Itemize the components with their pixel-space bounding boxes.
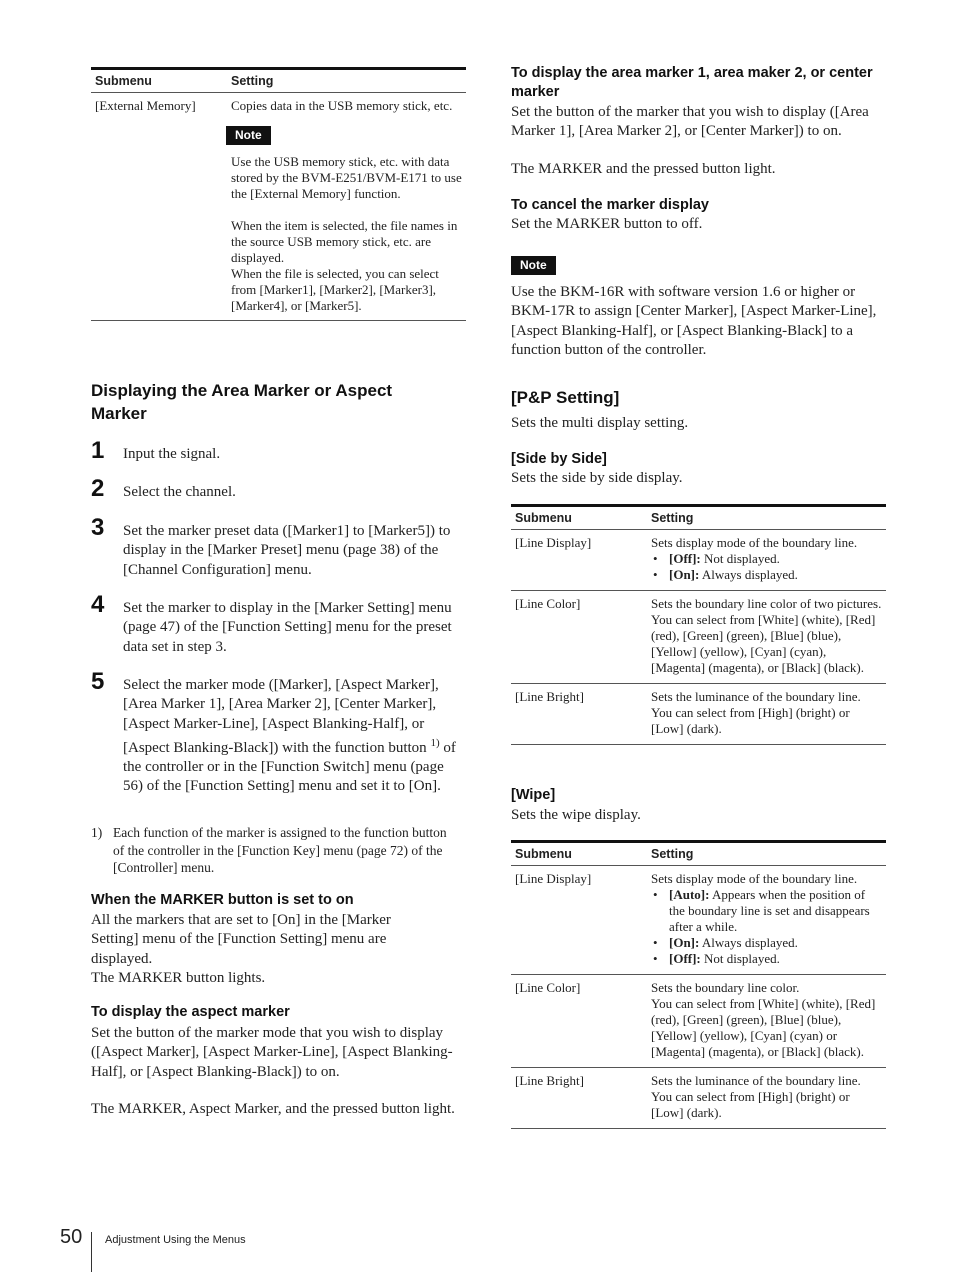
footer-divider bbox=[91, 1232, 92, 1272]
pp-setting-desc: Sets the multi display setting. bbox=[511, 415, 689, 431]
setting-extra: You can select from [White] (white), [Red] (red), [Green] (green), [Blue] (blue), [Yellow] (yellow), [Cyan] (cyan) or [Magenta] (magenta), or [Black] (black). bbox=[651, 996, 876, 1059]
area-marker-heading: To display the area marker 1, area maker 2, or center marker bbox=[511, 65, 873, 100]
table-row bbox=[511, 866, 886, 975]
setting-extra: You can select from [High] (bright) or [Low] (dark). bbox=[651, 705, 850, 736]
step-4 bbox=[91, 591, 466, 657]
when-marker-heading: When the MARKER button is set to on bbox=[91, 892, 354, 908]
side-by-side-desc: Sets the side by side display. bbox=[511, 470, 683, 486]
footnote bbox=[91, 824, 451, 877]
cancel-marker-heading: To cancel the marker display bbox=[511, 197, 709, 213]
note-label: Note bbox=[226, 126, 271, 145]
step-number: 5 bbox=[91, 668, 105, 695]
option-key: [On]: bbox=[669, 935, 700, 950]
submenu-cell: [Line Color] bbox=[511, 975, 647, 1068]
option-desc: Always displayed. bbox=[699, 567, 798, 582]
note-label: Note bbox=[511, 256, 556, 275]
step-text: Set the marker preset data ([Marker1] to [Marker5]) to display in the [Marker Preset] menu (page 38) of the [Channel Configuration] menu. bbox=[123, 523, 451, 578]
option-desc: Always displayed. bbox=[699, 935, 798, 950]
list-item bbox=[651, 951, 882, 967]
submenu-cell: [Line Bright] bbox=[511, 684, 647, 745]
setting-extra: You can select from [High] (bright) or [Low] (dark). bbox=[651, 1089, 850, 1120]
submenu-cell: [External Memory] bbox=[91, 93, 227, 321]
note-text-2b: When the file is selected, you can select from [Marker1], [Marker2], [Marker3], [Marker4], or [Marker5]. bbox=[231, 266, 439, 313]
setting-extra: You can select from [White] (white), [Red] (red), [Green] (green), [Blue] (blue), [Yellow] (yellow), [Cyan] (cyan), [Magenta] (magenta), or [Black] (black). bbox=[651, 612, 876, 675]
option-list bbox=[651, 551, 882, 583]
setting-cell bbox=[647, 1068, 886, 1129]
note-text-2a: When the item is selected, the file names in the source USB memory stick, etc. are displayed. bbox=[231, 218, 458, 265]
option-list bbox=[651, 887, 882, 967]
footnote-number: 1) bbox=[91, 825, 103, 840]
step-number: 4 bbox=[91, 591, 105, 618]
setting-cell bbox=[647, 975, 886, 1068]
setting-cell bbox=[647, 866, 886, 975]
aspect-marker-text-2: The MARKER, Aspect Marker, and the pressed button light. bbox=[91, 1101, 455, 1117]
wipe-heading: [Wipe] bbox=[511, 787, 556, 803]
wipe-table bbox=[511, 840, 886, 1129]
submenu-cell: [Line Bright] bbox=[511, 1068, 647, 1129]
step-text: Select the channel. bbox=[123, 484, 236, 500]
setting-cell bbox=[227, 93, 466, 321]
table-header-submenu: Submenu bbox=[511, 506, 647, 530]
note-block bbox=[231, 126, 462, 314]
aspect-marker-heading: To display the aspect marker bbox=[91, 1004, 290, 1020]
list-item bbox=[651, 935, 882, 951]
setting-intro: Sets display mode of the boundary line. bbox=[651, 871, 858, 886]
setting-text: Copies data in the USB memory stick, etc. bbox=[231, 98, 453, 113]
setting-intro: Sets the boundary line color of two pictures. bbox=[651, 596, 882, 611]
table-row bbox=[511, 1068, 886, 1129]
list-item bbox=[651, 567, 882, 583]
area-marker-text: Set the button of the marker that you wish to display ([Area Marker 1], [Area Marker 2], or [Center Marker]) to on. bbox=[511, 104, 869, 140]
page-footer bbox=[58, 1226, 358, 1274]
footer-section-name: Adjustment Using the Menus bbox=[105, 1234, 246, 1246]
step-number: 2 bbox=[91, 475, 105, 502]
area-marker-text-2: The MARKER and the pressed button light. bbox=[511, 161, 776, 177]
option-key: [On]: bbox=[669, 567, 700, 582]
step-text: Set the marker to display in the [Marker Setting] menu (page 47) of the [Function Setting] menu for the preset data set in step 3. bbox=[123, 600, 452, 655]
footnote-ref: 1) bbox=[430, 736, 440, 749]
step-2 bbox=[91, 475, 466, 502]
step-5 bbox=[91, 668, 466, 797]
setting-intro: Sets the luminance of the boundary line. bbox=[651, 1073, 861, 1088]
option-desc: Appears when the position of the boundary line is set and disappears after a while. bbox=[669, 887, 870, 934]
submenu-cell: [Line Color] bbox=[511, 591, 647, 684]
table-row bbox=[511, 975, 886, 1068]
when-marker-text-2: The MARKER button lights. bbox=[91, 970, 266, 986]
section-title: Displaying the Area Marker or Aspect Marker bbox=[91, 381, 393, 423]
step-number: 1 bbox=[91, 437, 105, 464]
table-header-setting: Setting bbox=[227, 69, 466, 93]
submenu-cell: [Line Display] bbox=[511, 530, 647, 591]
page-number: 50 bbox=[60, 1226, 83, 1248]
table-header-setting: Setting bbox=[647, 842, 886, 866]
table-row bbox=[511, 530, 886, 591]
external-memory-table bbox=[91, 67, 466, 321]
list-item bbox=[651, 887, 882, 935]
step-text-part: Select the marker mode ([Marker], [Aspect Marker], [Area Marker 1], [Area Marker 2], [Center Marker], [Aspect Marker-Line], [Aspect Blanking-Half], or [Aspect Blanking-Black]) with the function button bbox=[123, 677, 439, 756]
list-item bbox=[651, 551, 882, 567]
option-key: [Off]: bbox=[669, 551, 701, 566]
step-text: Input the signal. bbox=[123, 446, 221, 462]
table-row bbox=[511, 591, 886, 684]
note-text: Use the BKM-16R with software version 1.6 or higher or BKM-17R to assign [Center Marker], [Aspect Marker-Line], [Aspect Blanking-Half], or [Aspect Blanking-Black] to a function button of the controller. bbox=[511, 284, 877, 358]
option-desc: Not displayed. bbox=[700, 551, 780, 566]
step-text bbox=[123, 676, 466, 797]
option-key: [Auto]: bbox=[669, 887, 710, 902]
side-by-side-table bbox=[511, 504, 886, 745]
table-row bbox=[91, 93, 466, 321]
option-key: [Off]: bbox=[669, 951, 701, 966]
option-desc: Not displayed. bbox=[700, 951, 780, 966]
setting-cell bbox=[647, 530, 886, 591]
submenu-cell: [Line Display] bbox=[511, 866, 647, 975]
table-header-submenu: Submenu bbox=[91, 69, 227, 93]
pp-setting-title: [P&P Setting] bbox=[511, 388, 620, 407]
setting-cell bbox=[647, 591, 886, 684]
setting-intro: Sets the boundary line color. bbox=[651, 980, 800, 995]
setting-intro: Sets display mode of the boundary line. bbox=[651, 535, 858, 550]
step-number: 3 bbox=[91, 514, 105, 541]
footnote-text: Each function of the marker is assigned to the function button of the controller in the [Function Key] menu (page 72) of the [Controller] menu. bbox=[113, 825, 447, 876]
step-1 bbox=[91, 437, 466, 464]
wipe-desc: Sets the wipe display. bbox=[511, 807, 641, 823]
setting-intro: Sets the luminance of the boundary line. bbox=[651, 689, 861, 704]
step-3 bbox=[91, 514, 466, 580]
table-header-submenu: Submenu bbox=[511, 842, 647, 866]
note-text-1: Use the USB memory stick, etc. with data stored by the BVM-E251/BVM-E171 to use the [External Memory] function. bbox=[231, 154, 462, 201]
when-marker-text: All the markers that are set to [On] in the [Marker Setting] menu of the [Function Setting] menu are displayed. bbox=[91, 912, 391, 967]
aspect-marker-text: Set the button of the marker mode that you wish to display ([Aspect Marker], [Aspect Marker-Line], [Aspect Blanking-Half], or [Aspect Blanking-Black]) to on. bbox=[91, 1025, 453, 1080]
cancel-marker-text: Set the MARKER button to off. bbox=[511, 216, 703, 232]
setting-cell bbox=[647, 684, 886, 745]
step-text-part: of the controller or in the [Function Switch] menu (page 56) of the [Function Setting] menu and set it to [On]. bbox=[123, 739, 456, 795]
table-header-setting: Setting bbox=[647, 506, 886, 530]
table-row bbox=[511, 684, 886, 745]
side-by-side-heading: [Side by Side] bbox=[511, 451, 607, 467]
